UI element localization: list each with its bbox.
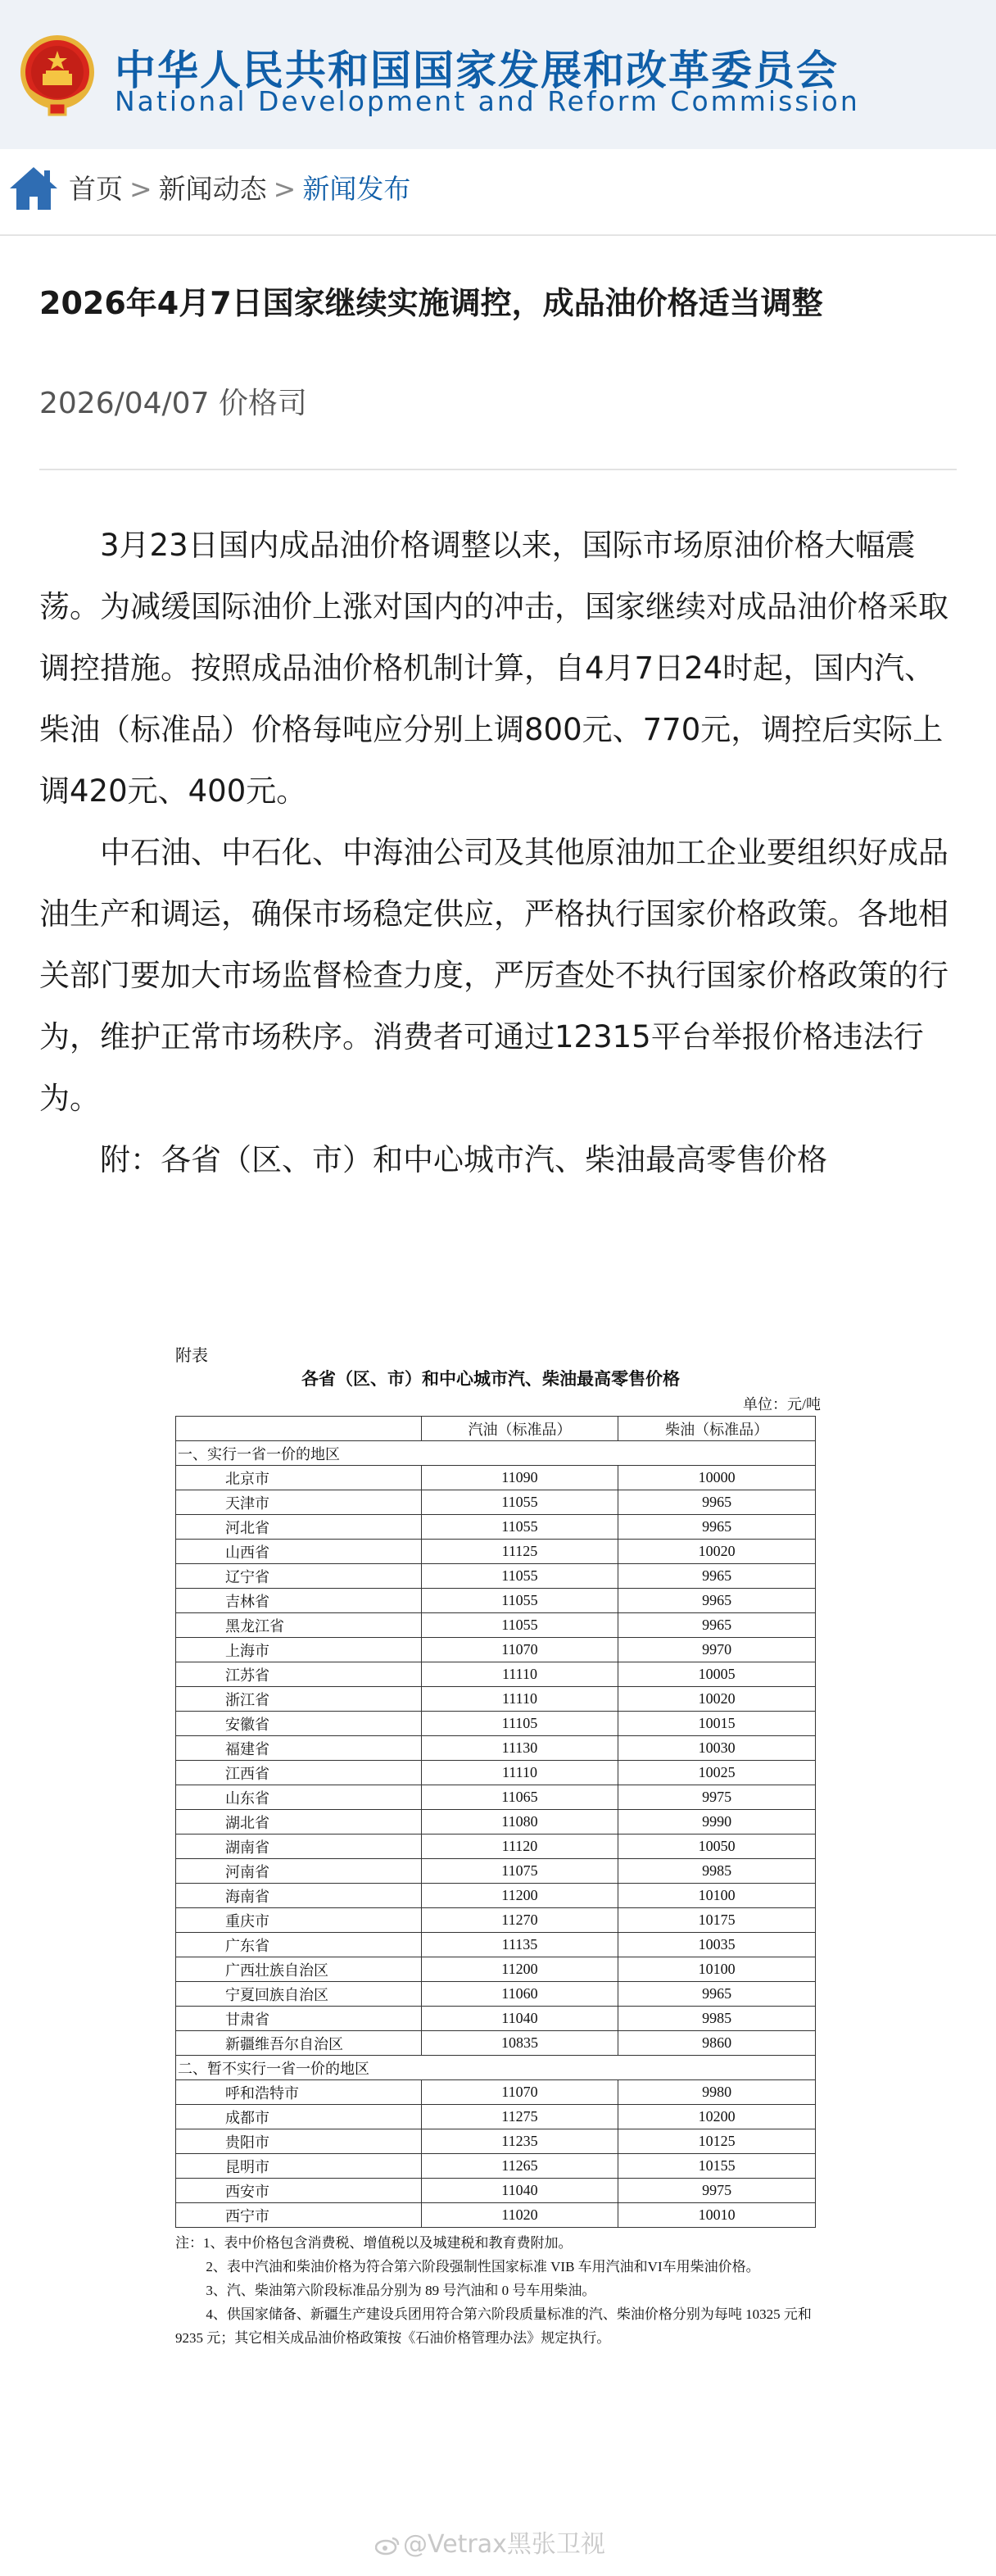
region-cell: 天津市 bbox=[176, 1490, 422, 1515]
table-row bbox=[176, 1957, 816, 1982]
diesel-price-cell: 9990 bbox=[618, 1810, 816, 1834]
gasoline-price-cell: 11055 bbox=[421, 1490, 618, 1515]
table-row bbox=[176, 1712, 816, 1736]
table-row bbox=[176, 1761, 816, 1785]
table-row bbox=[176, 1785, 816, 1810]
diesel-price-cell: 10050 bbox=[618, 1834, 816, 1859]
article-meta: 2026/04/07 价格司 bbox=[39, 387, 307, 420]
table-row bbox=[176, 1859, 816, 1884]
attachment-unit: 单位：元/吨 bbox=[742, 1396, 821, 1413]
region-cell: 安徽省 bbox=[176, 1712, 422, 1736]
table-header-row bbox=[176, 1417, 816, 1441]
table-row bbox=[176, 2105, 816, 2129]
table-row bbox=[176, 1613, 816, 1638]
table-row bbox=[176, 1490, 816, 1515]
gasoline-price-cell: 11040 bbox=[421, 2179, 618, 2203]
region-cell: 江西省 bbox=[176, 1761, 422, 1785]
breadcrumb-trail bbox=[69, 169, 410, 210]
table-row bbox=[176, 1810, 816, 1834]
diesel-price-cell: 10175 bbox=[618, 1908, 816, 1933]
gasoline-price-cell: 11070 bbox=[421, 2080, 618, 2105]
diesel-price-cell: 9965 bbox=[618, 1589, 816, 1613]
table-row bbox=[176, 2129, 816, 2154]
region-cell: 北京市 bbox=[176, 1466, 422, 1490]
region-cell: 河南省 bbox=[176, 1859, 422, 1884]
gasoline-price-cell: 11200 bbox=[421, 1957, 618, 1982]
region-cell: 浙江省 bbox=[176, 1687, 422, 1712]
site-header bbox=[0, 0, 996, 149]
diesel-price-cell: 9860 bbox=[618, 2031, 816, 2056]
diesel-price-cell: 10015 bbox=[618, 1712, 816, 1736]
gasoline-price-cell: 11110 bbox=[421, 1761, 618, 1785]
diesel-price-cell: 10005 bbox=[618, 1662, 816, 1687]
diesel-price-cell: 9975 bbox=[618, 1785, 816, 1810]
gasoline-price-cell: 11120 bbox=[421, 1834, 618, 1859]
diesel-price-cell: 9980 bbox=[618, 2080, 816, 2105]
diesel-price-cell: 9975 bbox=[618, 2179, 816, 2203]
region-cell: 呼和浩特市 bbox=[176, 2080, 422, 2105]
gasoline-price-cell: 11080 bbox=[421, 1810, 618, 1834]
region-cell: 宁夏回族自治区 bbox=[176, 1982, 422, 2007]
diesel-price-cell: 10155 bbox=[618, 2154, 816, 2179]
article-body bbox=[39, 515, 960, 1190]
article-paragraph: 3月23日国内成品油价格调整以来，国际市场原油价格大幅震荡。为减缓国际油价上涨对国内的冲击，国家继续对成品油价格采取调控措施。按照成品油价格机制计算，自4月7日24时起，国内汽、柴油（标准品）价格每吨应分别上调800元、770元，调控后实际上调420元、400元。 bbox=[39, 528, 948, 809]
table-header-cell: 汽油（标准品） bbox=[421, 1417, 618, 1441]
gasoline-price-cell: 11110 bbox=[421, 1687, 618, 1712]
article-paragraph: 中石油、中石化、中海油公司及其他原油加工企业要组织好成品油生产和调运，确保市场稳定供应，严格执行国家价格政策。各地相关部门要加大市场监督检查力度，严厉查处不执行国家价格政策的行为，维护正常市场秩序。消费者可通过12315平台举报价格违法行为。 bbox=[39, 835, 948, 1116]
region-cell: 吉林省 bbox=[176, 1589, 422, 1613]
table-row bbox=[176, 1908, 816, 1933]
region-cell: 湖北省 bbox=[176, 1810, 422, 1834]
org-name-en: National Development and Reform Commission bbox=[115, 85, 860, 117]
diesel-price-cell: 10020 bbox=[618, 1540, 816, 1564]
region-cell: 海南省 bbox=[176, 1884, 422, 1908]
diesel-price-cell: 10025 bbox=[618, 1761, 816, 1785]
region-cell: 重庆市 bbox=[176, 1908, 422, 1933]
region-cell: 湖南省 bbox=[176, 1834, 422, 1859]
table-row bbox=[176, 2080, 816, 2105]
table-row bbox=[176, 1736, 816, 1761]
diesel-price-cell: 9965 bbox=[618, 1515, 816, 1540]
gasoline-price-cell: 11275 bbox=[421, 2105, 618, 2129]
note: 3、汽、柴油第六阶段标准品分别为 89 号汽油和 0 号车用柴油。 bbox=[206, 2283, 596, 2298]
table-row bbox=[176, 2154, 816, 2179]
diesel-price-cell: 10125 bbox=[618, 2129, 816, 2154]
table-section-label: 一、实行一省一价的地区 bbox=[176, 1441, 816, 1466]
gasoline-price-cell: 11270 bbox=[421, 1908, 618, 1933]
gasoline-price-cell: 11235 bbox=[421, 2129, 618, 2154]
region-cell: 甘肃省 bbox=[176, 2007, 422, 2031]
attachment-price-table-image bbox=[175, 1342, 822, 2350]
region-cell: 成都市 bbox=[176, 2105, 422, 2129]
price-table bbox=[175, 1416, 816, 2228]
gasoline-price-cell: 11135 bbox=[421, 1933, 618, 1957]
region-cell: 西宁市 bbox=[176, 2203, 422, 2228]
region-cell: 辽宁省 bbox=[176, 1564, 422, 1589]
gasoline-price-cell: 11110 bbox=[421, 1662, 618, 1687]
diesel-price-cell: 10030 bbox=[618, 1736, 816, 1761]
gasoline-price-cell: 11055 bbox=[421, 1564, 618, 1589]
diesel-price-cell: 10010 bbox=[618, 2203, 816, 2228]
weibo-icon bbox=[375, 2536, 400, 2556]
table-row bbox=[176, 1466, 816, 1490]
gasoline-price-cell: 11055 bbox=[421, 1515, 618, 1540]
diesel-price-cell: 10035 bbox=[618, 1933, 816, 1957]
gasoline-price-cell: 11060 bbox=[421, 1982, 618, 2007]
breadcrumb-separator: > bbox=[129, 173, 152, 205]
table-section-row bbox=[176, 2056, 816, 2080]
note: 4、供国家储备、新疆生产建设兵团用符合第六阶段质量标准的汽、柴油价格分别为每吨 10325 元和 9235 元；其它相关成品油价格政策按《石油价格管理办法》规定执行。 bbox=[175, 2306, 812, 2346]
table-row bbox=[176, 1982, 816, 2007]
gasoline-price-cell: 11200 bbox=[421, 1884, 618, 1908]
breadcrumb bbox=[0, 149, 996, 236]
diesel-price-cell: 10000 bbox=[618, 1466, 816, 1490]
table-row bbox=[176, 2203, 816, 2228]
gasoline-price-cell: 11105 bbox=[421, 1712, 618, 1736]
national-emblem-icon bbox=[18, 33, 97, 118]
gasoline-price-cell: 11125 bbox=[421, 1540, 618, 1564]
region-cell: 贵阳市 bbox=[176, 2129, 422, 2154]
note: 2、表中汽油和柴油价格为符合第六阶段强制性国家标准 VIB 车用汽油和VI车用柴油价格。 bbox=[206, 2259, 760, 2274]
region-cell: 广东省 bbox=[176, 1933, 422, 1957]
diesel-price-cell: 9965 bbox=[618, 1564, 816, 1589]
table-row bbox=[176, 2007, 816, 2031]
breadcrumb-separator: > bbox=[273, 173, 297, 205]
table-row bbox=[176, 1589, 816, 1613]
gasoline-price-cell: 11020 bbox=[421, 2203, 618, 2228]
diesel-price-cell: 10020 bbox=[618, 1687, 816, 1712]
breadcrumb-home[interactable]: 首页 bbox=[69, 173, 123, 205]
gasoline-price-cell: 11130 bbox=[421, 1736, 618, 1761]
table-row bbox=[176, 1662, 816, 1687]
diesel-price-cell: 10200 bbox=[618, 2105, 816, 2129]
gasoline-price-cell: 11090 bbox=[421, 1466, 618, 1490]
table-section-row bbox=[176, 1441, 816, 1466]
gasoline-price-cell: 11055 bbox=[421, 1589, 618, 1613]
gasoline-price-cell: 11055 bbox=[421, 1613, 618, 1638]
attachment-notes bbox=[175, 2231, 822, 2350]
table-row bbox=[176, 1638, 816, 1662]
region-cell: 新疆维吾尔自治区 bbox=[176, 2031, 422, 2056]
watermark-text: @Vetrax黑张卫视 bbox=[403, 2530, 605, 2559]
diesel-price-cell: 9985 bbox=[618, 2007, 816, 2031]
region-cell: 山东省 bbox=[176, 1785, 422, 1810]
gasoline-price-cell: 10835 bbox=[421, 2031, 618, 2056]
table-header-cell bbox=[176, 1417, 422, 1441]
diesel-price-cell: 9970 bbox=[618, 1638, 816, 1662]
gasoline-price-cell: 11265 bbox=[421, 2154, 618, 2179]
gasoline-price-cell: 11065 bbox=[421, 1785, 618, 1810]
table-row bbox=[176, 1564, 816, 1589]
region-cell: 西安市 bbox=[176, 2179, 422, 2203]
diesel-price-cell: 10100 bbox=[618, 1884, 816, 1908]
region-cell: 江苏省 bbox=[176, 1662, 422, 1687]
region-cell: 山西省 bbox=[176, 1540, 422, 1564]
diesel-price-cell: 9985 bbox=[618, 1859, 816, 1884]
table-row bbox=[176, 1515, 816, 1540]
table-header-cell: 柴油（标准品） bbox=[618, 1417, 816, 1441]
gasoline-price-cell: 11040 bbox=[421, 2007, 618, 2031]
attachment-title: 各省（区、市）和中心城市汽、柴油最高零售价格 bbox=[301, 1369, 680, 1389]
attachment-label: 附表 bbox=[175, 1347, 208, 1365]
org-name-cn: 中华人民共和国国家发展和改革委员会 bbox=[115, 47, 839, 94]
table-row bbox=[176, 1687, 816, 1712]
table-row bbox=[176, 1933, 816, 1957]
region-cell: 黑龙江省 bbox=[176, 1613, 422, 1638]
watermark bbox=[375, 2524, 605, 2560]
diesel-price-cell: 10100 bbox=[618, 1957, 816, 1982]
region-cell: 昆明市 bbox=[176, 2154, 422, 2179]
table-row bbox=[176, 1834, 816, 1859]
divider bbox=[39, 469, 957, 470]
region-cell: 上海市 bbox=[176, 1638, 422, 1662]
region-cell: 河北省 bbox=[176, 1515, 422, 1540]
table-row bbox=[176, 2179, 816, 2203]
gasoline-price-cell: 11075 bbox=[421, 1859, 618, 1884]
breadcrumb-news-release[interactable]: 新闻发布 bbox=[302, 173, 411, 205]
breadcrumb-news[interactable]: 新闻动态 bbox=[158, 173, 267, 205]
table-row bbox=[176, 2031, 816, 2056]
region-cell: 福建省 bbox=[176, 1736, 422, 1761]
diesel-price-cell: 9965 bbox=[618, 1613, 816, 1638]
article-title: 2026年4月7日国家继续实施调控，成品油价格适当调整 bbox=[39, 285, 823, 321]
region-cell: 广西壮族自治区 bbox=[176, 1957, 422, 1982]
table-row bbox=[176, 1540, 816, 1564]
diesel-price-cell: 9965 bbox=[618, 1490, 816, 1515]
article-paragraph: 附：各省（区、市）和中心城市汽、柴油最高零售价格 bbox=[100, 1142, 827, 1177]
gasoline-price-cell: 11070 bbox=[421, 1638, 618, 1662]
table-row bbox=[176, 1884, 816, 1908]
note: 注：1、表中价格包含消费税、增值税以及城建税和教育费附加。 bbox=[175, 2235, 573, 2251]
home-icon[interactable] bbox=[8, 166, 59, 211]
diesel-price-cell: 9965 bbox=[618, 1982, 816, 2007]
table-section-label: 二、暂不实行一省一价的地区 bbox=[176, 2056, 816, 2080]
